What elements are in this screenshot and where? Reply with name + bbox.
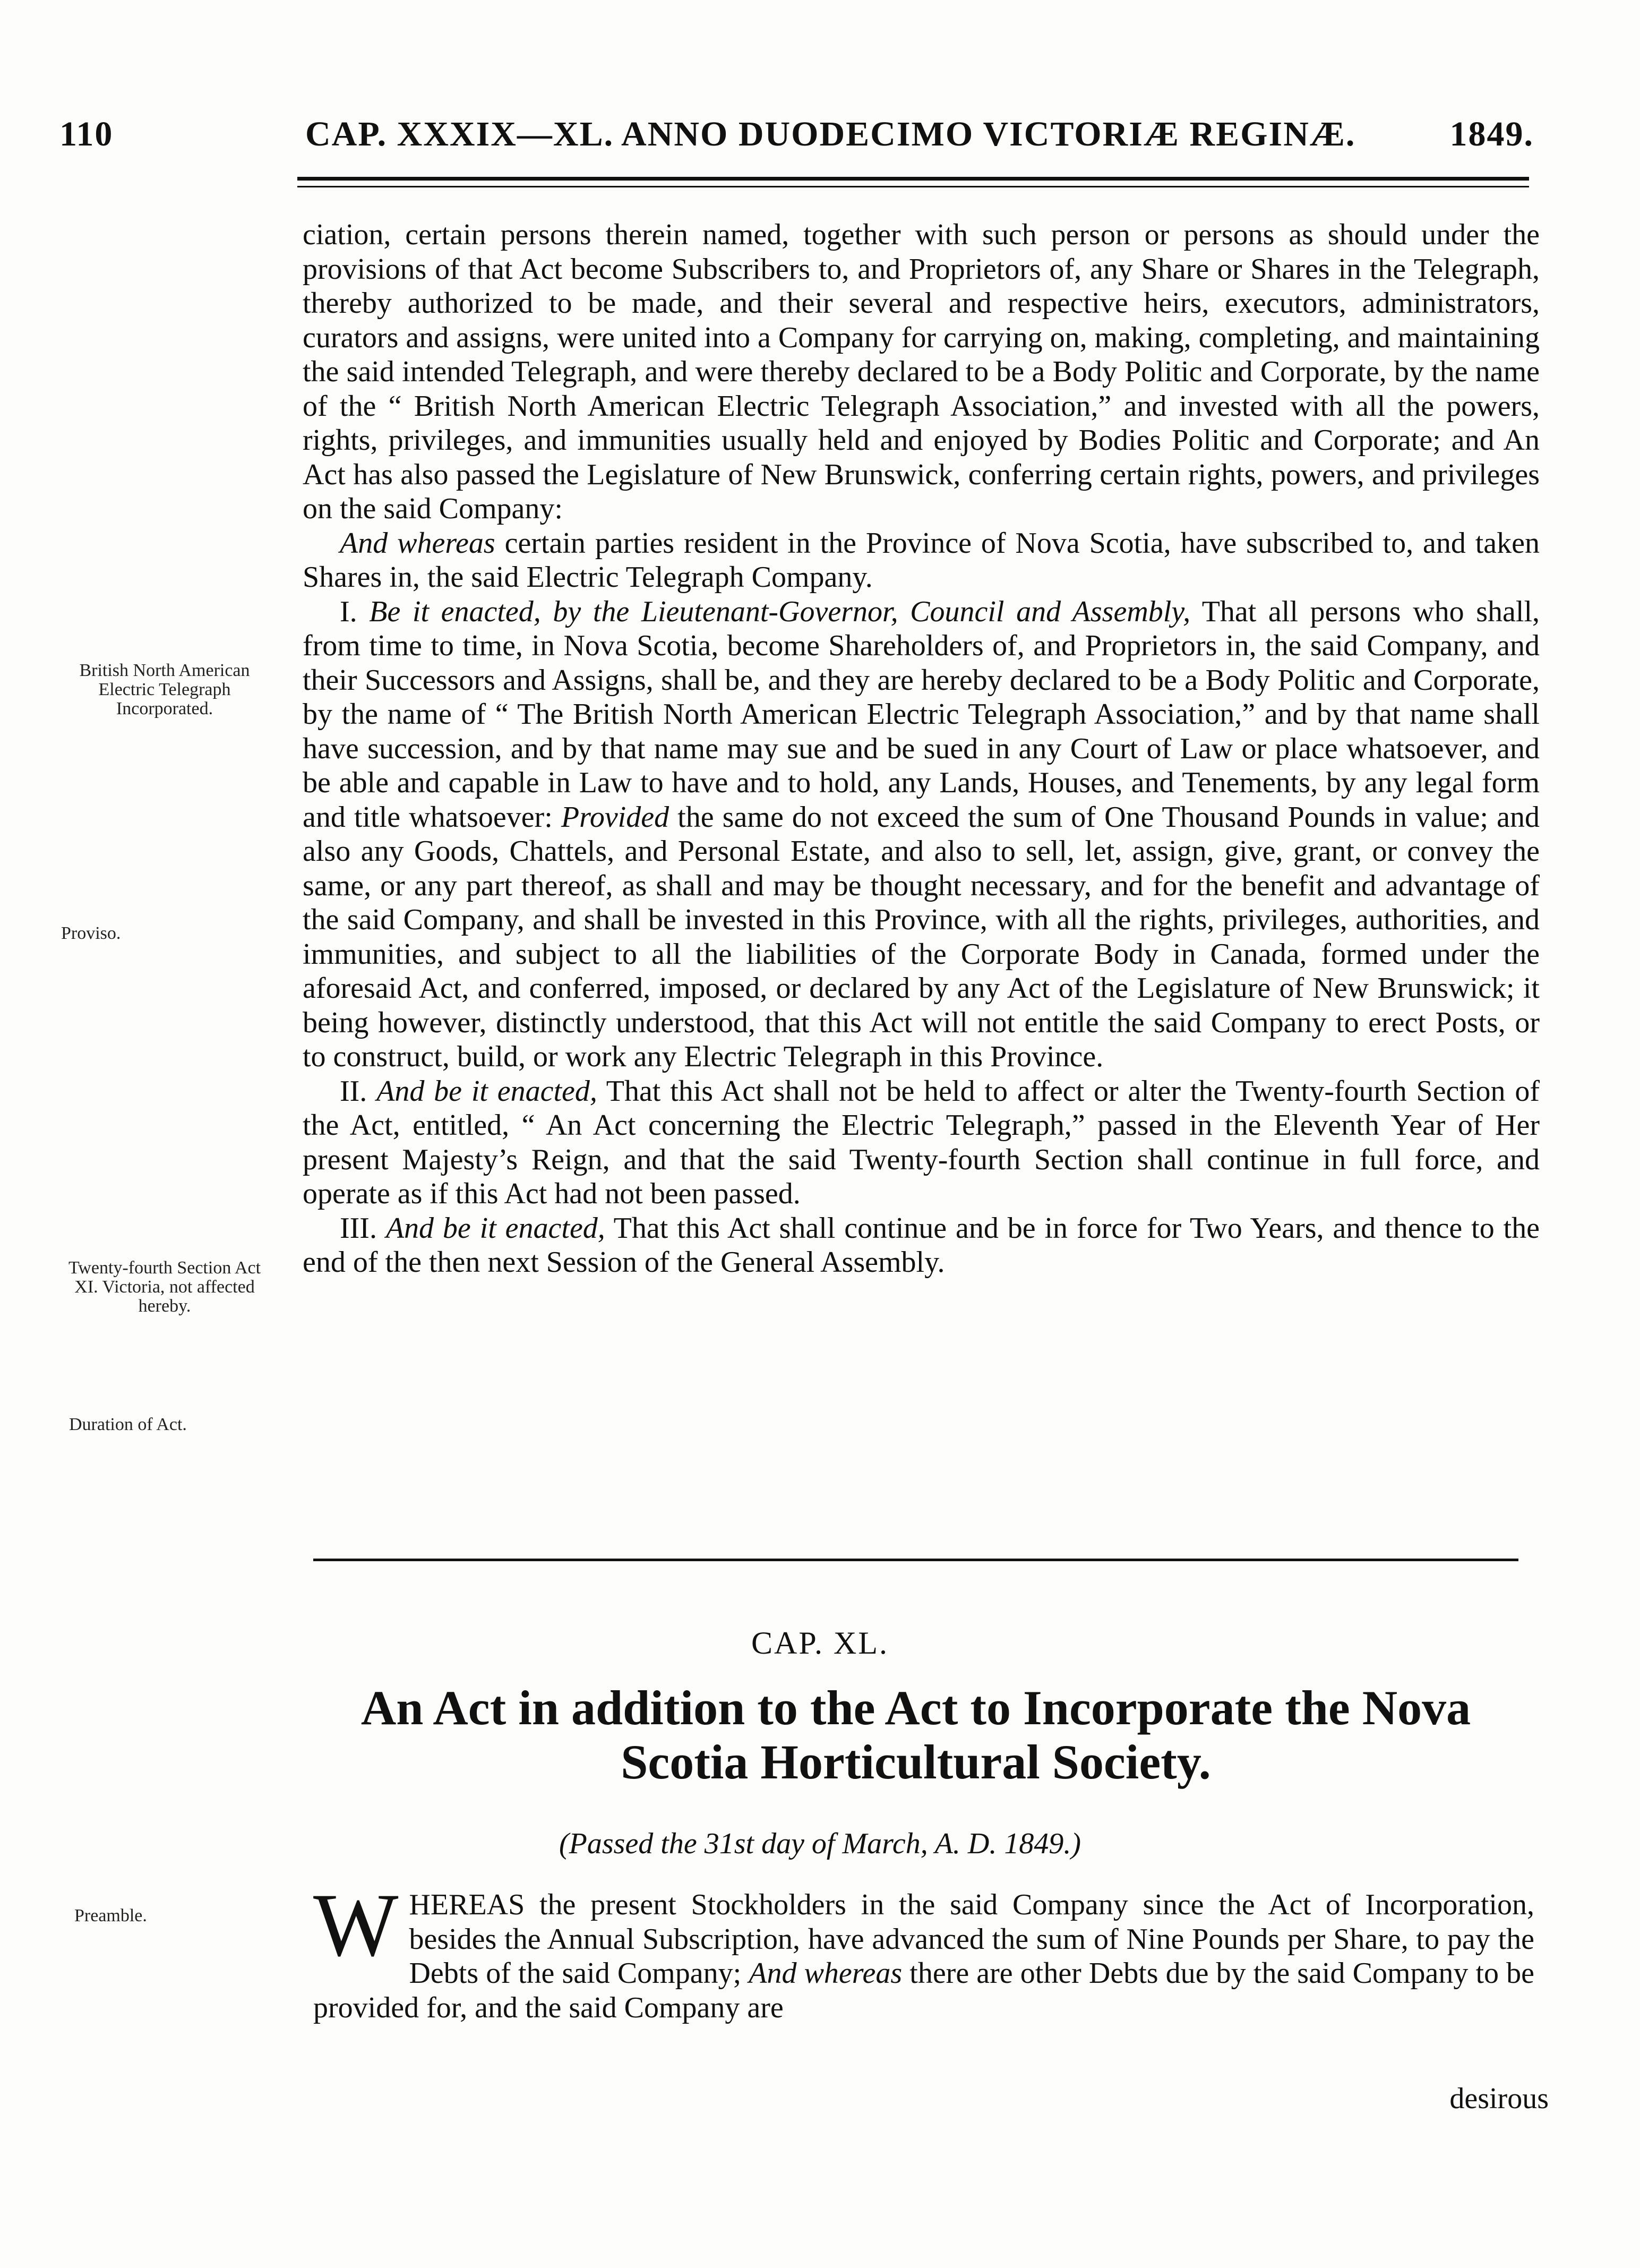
enacting-clause: Be it enacted, by the Lieutenant-Governor, Council and Assembly,: [369, 595, 1191, 628]
section-2-number: II.: [340, 1074, 377, 1108]
whereas-italic: And whereas: [340, 526, 495, 560]
drop-cap: W: [313, 1875, 399, 1975]
continuation-paragraph: ciation, certain persons therein named, together with such person or persons as should under the provisions of that Act become Subscribers to, and Proprietors of, any Share or Shares in the Telegraph, thereby authorized to be made, and their several and respective heirs, executors, administrators, curators and assigns, were united into a Company for carrying on, making, completing, and maintaining the said intended Telegraph, and were thereby declared to be a Body Politic and Corporate, by the name of the “ British North American Electric Telegraph Association,” and invested with all the powers, rights, privileges, and immunities usually held and enjoyed by Bodies Politic and Corporate; and An Act has also passed the Legislature of New Brunswick, conferring certain rights, powers, and privileges on the said Company:: [303, 218, 1540, 525]
whereas-paragraph: And whereas certain parties resident in the Province of Nova Scotia, have subscribed to, and taken Shares in, the said Electric Telegraph Company.: [303, 526, 1540, 594]
header-rule-thin: [297, 186, 1529, 187]
chapter-range: CAP. XXXIX—XL.: [305, 115, 614, 153]
act-40-preamble: [313, 1875, 1534, 2025]
act-title: An Act in addition to the Act to Incorporate the Nova Scotia Horticultural Society.: [360, 1681, 1471, 1789]
proviso-italic: Provided: [561, 800, 669, 834]
section-1: I. Be it enacted, by the Lieutenant-Governor, Council and Assembly, That all persons who shall, from time to time, in Nova Scotia, become Shareholders of, and Proprietors in, the said Company, and their Successors and Assigns, shall be, and they are hereby declared to be a Body Politic and Corporate, by the name of “ The British North American Electric Telegraph Association,” and by that name shall have succession, and by that name may sue and be sued in any Court of Law or place whatsoever, and be able and capable in Law to have and to hold, any Lands, Houses, and Tenements, by any legal form and title whatsoever: Provided the same do not exceed the sum of One Thousand Pounds in value; and also any Goods, Chattels, and Personal Estate, and also to sell, let, assign, give, grant, or convey the same, or any part thereof, as shall and may be thought necessary, and for the benefit and advantage of the said Company, and shall be invested in this Province, with all the rights, privileges, authorities, and immunities, and subject to all the liabilities of the Corporate Body in Canada, formed under the aforesaid Act, and conferred, imposed, or declared by any Act of the Legislature of New Brunswick; it being however, distinctly understood, that this Act will not entitle the said Company to erect Posts, or to construct, build, or work any Electric Telegraph in this Province.: [303, 595, 1540, 1073]
catchword: desirous: [1449, 2082, 1549, 2115]
chapter-heading: CAP. XL.: [751, 1625, 889, 1661]
header-rule-thick: [297, 177, 1529, 181]
preamble-paragraph: WHEREAS the present Stockholders in the said Company since the Act of Incorporation, besides the Annual Subscription, have advanced the sum of Nine Pounds per Share, to pay the Debts of the said Company; And whereas there are other Debts due by the said Company to be provided for, and the said Company are: [313, 1875, 1534, 2024]
act-39-body: [303, 218, 1540, 1280]
page-number: 110: [59, 115, 114, 153]
year: 1849.: [1449, 115, 1534, 153]
section-3: III. And be it enacted, That this Act shall continue and be in force for Two Years, and thence to the end of the then next Session of the General Assembly.: [303, 1211, 1540, 1279]
sidenote-duration: Duration of Act.: [69, 1415, 187, 1434]
section-3-number: III.: [340, 1211, 386, 1245]
running-title: ANNO DUODECIMO VICTORIÆ REGINÆ.: [621, 115, 1356, 153]
section-1-number: I.: [340, 595, 370, 628]
sidenote-twenty-fourth: Twenty-fourth Section Act XI. Victoria, not affected hereby.: [68, 1258, 261, 1316]
sidenote-incorporated: British North American Electric Telegraph Incorporated.: [79, 661, 250, 718]
section-divider: [313, 1559, 1518, 1561]
sidenote-preamble: Preamble.: [74, 1906, 147, 1925]
sidenote-proviso: Proviso.: [61, 923, 121, 943]
section-2: II. And be it enacted, That this Act shall not be held to affect or alter the Twenty-fourth Section of the Act, entitled, “ An Act concerning the Electric Telegraph,” passed in the Eleventh Year of Her present Majesty’s Reign, and that the said Twenty-fourth Section shall continue in full force, and operate as if this Act had not been passed.: [303, 1074, 1540, 1210]
passed-date: (Passed the 31st day of March, A. D. 1849.): [559, 1827, 1081, 1860]
